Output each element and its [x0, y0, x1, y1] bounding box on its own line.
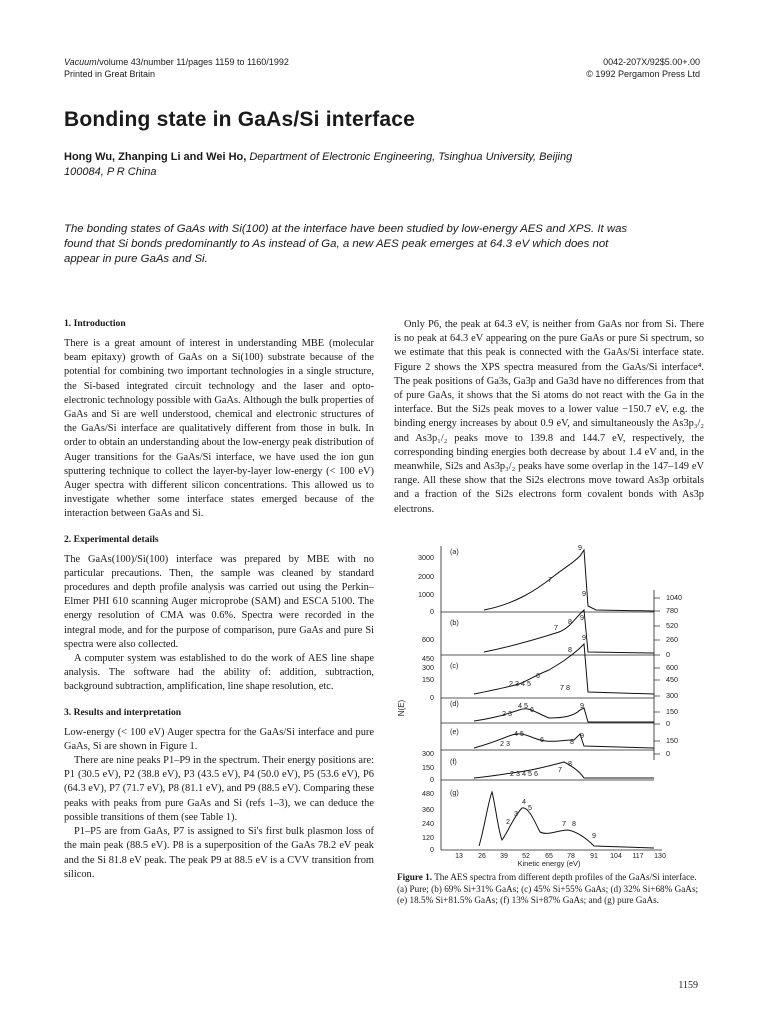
panel-label-d: (d): [450, 699, 459, 708]
spectrum-curve-f: [474, 762, 654, 778]
panel-label-g: (g): [450, 788, 459, 797]
left-tick-label: 600: [422, 635, 434, 644]
peak-label: 7: [562, 819, 566, 828]
left-tick-label: 0: [430, 845, 434, 854]
paper-title: Bonding state in GaAs/Si interface: [64, 108, 416, 131]
paragraph: There is a great amount of interest in understanding MBE (molecular beam epitaxy) growth of GaAs on a Si(100) substrate because of the potential for combining two important technologies in a single structure, the Si-based integrated circuit technology and the laser and opto-electronic technology possible with GaAs. Although the bulk properties of GaAs and Si are well understood, chemical and electronic structures of the GaAs/Si interface are qualitatively different from those in bulk. In order to obtain an understanding about the low-energy peak distribution of Auger transitions for the GaAs/Si interface, we have used the ion gun sputtering technique to collect the layer-by-layer low-energy (< 100 eV) Auger spectra with different silicon concentrations. This allowed us to investigate whether some interface states emerged because of the interaction between GaAs and Si.: [64, 338, 374, 520]
right-tick-label: 450: [666, 675, 678, 684]
section-heading-introduction: 1. Introduction: [64, 318, 126, 329]
journal-volume: /volume 43/number 11/pages 1159 to 1160/1992: [96, 57, 289, 67]
left-tick-label: 1000: [418, 590, 434, 599]
peak-label: 7 8: [560, 683, 570, 692]
author-block: [64, 150, 704, 180]
peak-label: 2 3 4 5 6: [510, 769, 538, 778]
panel-label-b: (b): [450, 618, 459, 627]
right-tick-label: 300: [666, 691, 678, 700]
left-tick-label: 240: [422, 819, 434, 828]
peak-label: 5: [528, 803, 532, 812]
left-tick-label: 0: [430, 775, 434, 784]
peak-label: 7: [558, 765, 562, 774]
peak-label: 8: [568, 645, 572, 654]
peak-label: 7: [554, 623, 558, 632]
x-axis-label: Kinetic energy (eV): [517, 859, 581, 868]
affiliation-line-2: 100084, P R China: [64, 166, 157, 178]
peak-label: 4 5: [514, 729, 524, 738]
right-tick-label: 0: [666, 749, 670, 758]
abstract-line: appear in pure GaAs and Si.: [64, 253, 208, 265]
left-tick-label: 0: [430, 607, 434, 616]
peak-label: 8: [572, 819, 576, 828]
panel-label-e: (e): [450, 727, 459, 736]
peak-label: 9: [580, 731, 584, 740]
left-tick-label: 300: [422, 663, 434, 672]
introduction-text: [64, 337, 374, 522]
x-tick-label: 52: [522, 853, 530, 860]
x-tick-label: 26: [478, 853, 486, 860]
figure-1-aes-spectra: [384, 540, 714, 868]
peak-label: 2 3: [500, 739, 510, 748]
journal-name: Vacuum: [64, 57, 97, 67]
peak-label: 2 3 4 5: [509, 679, 531, 688]
panel-label-c: (c): [450, 661, 459, 670]
left-tick-label: 450: [422, 654, 434, 663]
peak-label: 4 5: [518, 701, 528, 710]
x-tick-label: 130: [654, 853, 666, 860]
abstract-line: The bonding states of GaAs with Si(100) at the interface have been studied by low-energy AES and XPS. It was: [64, 223, 628, 235]
section-heading-results: 3. Results and interpretation: [64, 706, 182, 718]
x-tick-label: 65: [545, 853, 553, 860]
experimental-text: [64, 553, 374, 695]
peak-label: 8: [570, 737, 574, 746]
peak-label: 6: [530, 705, 534, 714]
peak-label: 9: [578, 543, 582, 552]
y-axis-label: N(E): [397, 699, 406, 717]
right-tick-label: 0: [666, 650, 670, 659]
panel-label-f: (f): [450, 757, 457, 766]
peak-label: 2: [506, 817, 510, 826]
left-tick-label: 300: [422, 749, 434, 758]
peak-label: 8: [568, 617, 572, 626]
peak-label: 6: [540, 735, 544, 744]
paragraph: The GaAs(100)/Si(100) interface was prepared by MBE with no particular precautions. Then, the sample was cleaned by standard procedures and depth profile analysis was carried out using the Perkin–Elmer PHI 610 scanning Auger microprobe (SAM) and ESCA 5100. The energy resolution of CMA was 0.6%. Spectra were recorded in the integral mode, and for the purpose of comparison, pure GaAs and pure Si spectra were also collected.: [64, 553, 374, 650]
peak-label: 3: [514, 809, 518, 818]
peak-label: 9: [580, 701, 584, 710]
figure-number: Figure 1.: [397, 872, 433, 882]
abstract-line: found that Si bonds predominantly to As instead of Ga, a new AES peak emerges at 64.3 eV which does not: [64, 238, 609, 250]
x-tick-label: 104: [610, 853, 622, 860]
abstract: [64, 222, 714, 267]
left-tick-label: 2000: [418, 572, 434, 581]
left-column: [64, 318, 374, 882]
paragraph: A computer system was established to do the work of AES line shape analysis. The software had the ability of: addition, subtraction, background subtraction, amplification, line shape resolution, etc.: [64, 653, 374, 693]
x-tick-label: 39: [500, 853, 508, 860]
left-tick-label: 480: [422, 789, 434, 798]
left-tick-label: 3000: [418, 553, 434, 562]
right-tick-label: 1040: [666, 593, 682, 602]
peak-label: 6: [536, 671, 540, 680]
right-tick-label: 780: [666, 606, 678, 615]
peak-label: 4: [522, 797, 526, 806]
section-heading-experimental: 2. Experimental details: [64, 533, 159, 545]
x-tick-label: 13: [455, 853, 463, 860]
issn-code: 0042-207X/92$5.00+.00: [603, 57, 700, 67]
x-tick-label: 91: [590, 853, 598, 860]
left-tick-label: 360: [422, 805, 434, 814]
right-tick-label: 150: [666, 707, 678, 716]
peak-label: 9: [592, 831, 596, 840]
affiliation-line-1: Department of Electronic Engineering, Tsinghua University, Beijing: [249, 151, 573, 163]
left-tick-label: 0: [430, 693, 434, 702]
left-tick-label: 150: [422, 763, 434, 772]
paragraph: There are nine peaks P1–P9 in the spectrum. Their energy positions are: P1 (30.5 eV), P2 (38.8 eV), P3 (43.5 eV), P4 (50.0 eV), P5 (53.6 eV), P6 (64.3 eV), P7 (71.7 eV), P8 (81.1 eV), and P9 (88.5 eV). Comparing these peaks with peaks from pure GaAs and Si (refs 1–3), we can deduce the possible transitions of them (see Table 1).: [64, 755, 374, 823]
right-tick-label: 0: [666, 719, 670, 728]
results-text: [64, 726, 374, 882]
peak-label: 7: [548, 575, 552, 584]
x-tick-label: 78: [567, 853, 575, 860]
journal-citation: [64, 56, 289, 68]
right-tick-label: 520: [666, 621, 678, 630]
right-tick-label: 600: [666, 663, 678, 672]
page-number: 1159: [678, 980, 698, 991]
paragraph: P1–P5 are from GaAs, P7 is assigned to Si's first bulk plasmon loss of the main peak (88.5 eV). P8 is a superposition of the GaAs 78.2 eV peak and the Si 81.8 eV peak. The peak P9 at 88.5 eV is a CVV transition from silicon.: [64, 826, 374, 880]
x-tick-label: 117: [632, 853, 644, 860]
spectrum-curve-a: [484, 550, 654, 611]
printed-in: Printed in Great Britain: [64, 69, 156, 79]
copyright: © 1992 Pergamon Press Ltd: [586, 69, 700, 79]
peak-label: 9: [582, 589, 586, 598]
left-tick-label: 150: [422, 675, 434, 684]
figure-caption: [397, 872, 705, 907]
right-tick-label: 260: [666, 635, 678, 644]
peak-label: 9: [580, 613, 584, 622]
peak-label: 2 3: [502, 709, 512, 718]
author-names: Hong Wu, Zhanping Li and Wei Ho,: [64, 151, 247, 163]
peak-label: 8: [568, 759, 572, 768]
peak-label: 9: [582, 633, 586, 642]
paragraph: Low-energy (< 100 eV) Auger spectra for the GaAs/Si interface and pure GaAs, Si are shown in Figure 1.: [64, 726, 374, 752]
spectrum-curve-d: [474, 708, 654, 722]
right-tick-label: 150: [666, 736, 678, 745]
right-column-text: Only P6, the peak at 64.3 eV, is neither from GaAs nor from Si. There is no peak at 64.3 eV appearing on the pure GaAs or pure Si spectrum, so we estimate that this peak is connected with the GaAs/Si interface state. Figure 2 shows the XPS spectra measured from the GaAs/Si interface⁴. The peak positions of Ga3s, Ga3p and Ga3d have no differences from that of pure GaAs, it shows that the Si atoms do not react with the Ga in the interface. But the Si2s peak moves to a lower value −150.7 eV, e.g. the binding energy increases by about 0.9 eV, and simultaneously the As3p₃/₂ and As3p₁/₂ peaks move to 139.8 and 144.7 eV, respectively, the corresponding binding energies both decrease by about 1.4 eV and, in the meanwhile, Si2s and As3p₃/₂ peaks have some overlap in the 147–149 eV range. All these show that the Si2s electrons move toward As3p orbitals and a fraction of the Si2s electrons form covalent bonds with As3p electrons.: [394, 319, 704, 515]
panel-label-a: (a): [450, 547, 459, 556]
caption-text: The AES spectra from different depth profiles of the GaAs/Si interface. (a) Pure; (b) 69% Si+31% GaAs; (c) 45% Si+55% GaAs; (d) 32% Si+68% GaAs; (e) 18.5% Si+81.5% GaAs; (f) 13% Si+87% GaAs; and (g) pure GaAs.: [397, 872, 699, 905]
left-tick-label: 120: [422, 833, 434, 842]
